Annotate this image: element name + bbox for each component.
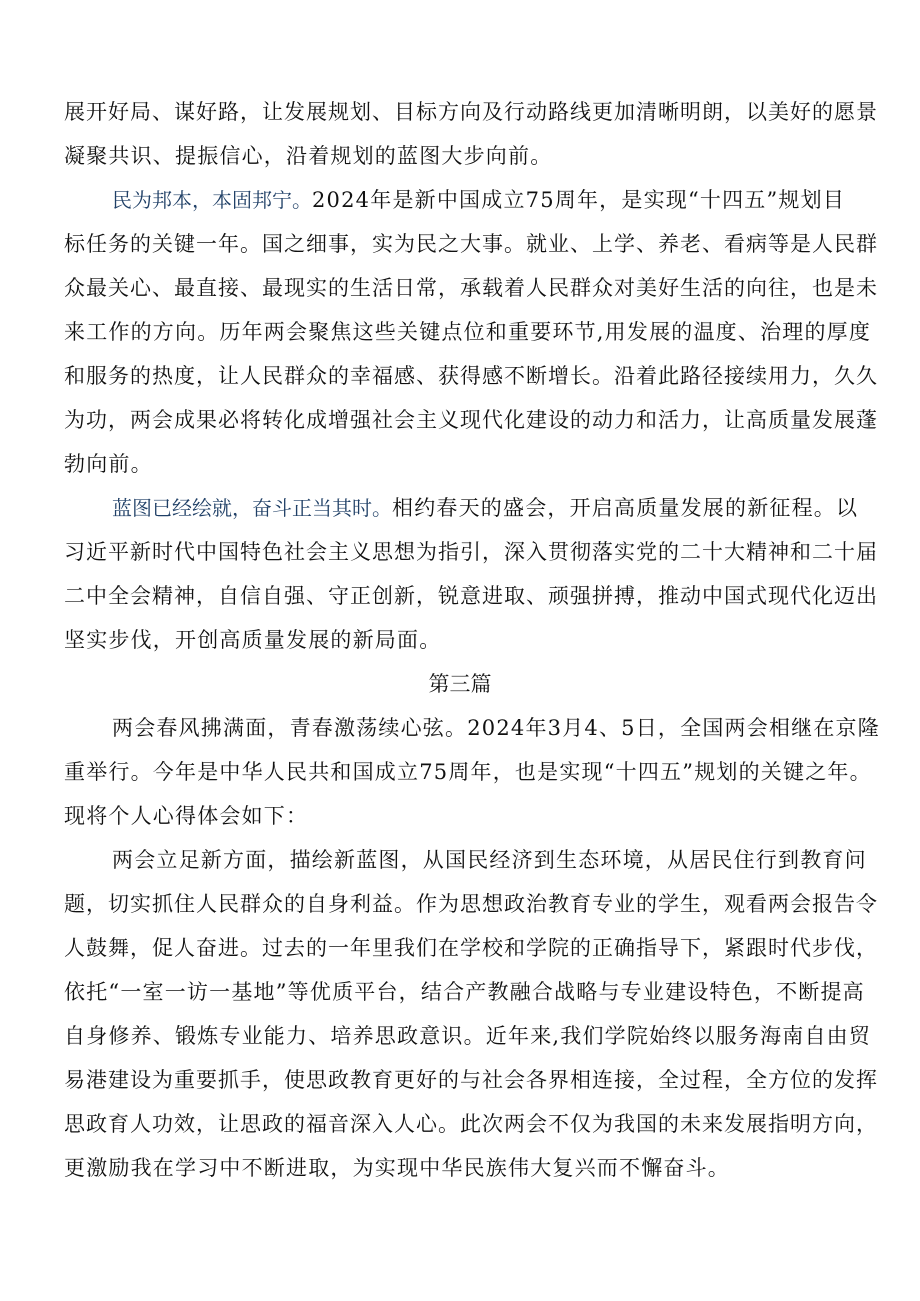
paragraph-line: 众最关心、最直接、最现实的生活日常，承载着人民群众对美好生活的向往，也是未	[64, 276, 878, 300]
paragraph-first-line: 两会春风拂满面，青春激荡续心弦。2024年3月4、5日，全国两会相继在京隆	[112, 716, 880, 740]
paragraph-line: 现将个人心得体会如下：	[64, 804, 309, 828]
paragraph-line: 依托“一室一访一基地”等优质平台，结合产教融合战略与专业建设特色，不断提高	[64, 980, 865, 1004]
paragraph-line: 思政育人功效，让思政的福音深入人心。此次两会不仅为我国的未来发展指明方向，	[64, 1112, 878, 1136]
paragraph-line: 展开好局、谋好路，让发展规划、目标方向及行动路线更加清晰明朗，以美好的愿景	[64, 100, 878, 124]
chapter-heading: 第三篇	[428, 672, 492, 696]
paragraph-line: 自身修养、锻炼专业能力、培养思政意识。近年来,我们学院始终以服务海南自由贸	[64, 1024, 872, 1048]
paragraph-line: 更激励我在学习中不断进取，为实现中华民族伟大复兴而不懈奋斗。	[64, 1156, 730, 1180]
paragraph-first-line: 两会立足新方面，描绘新蓝图，从国民经济到生态环境，从居民住行到教育问	[112, 848, 867, 872]
paragraph-line: 易港建设为重要抓手，使思政教育更好的与社会各界相连接，全过程，全方位的发挥	[64, 1068, 878, 1092]
paragraph-line: 人鼓舞，促人奋进。过去的一年里我们在学校和学院的正确指导下，紧跟时代步伐，	[64, 936, 878, 960]
paragraph-lead-heading: 蓝图已经绘就，奋斗正当其时。	[112, 496, 392, 520]
paragraph-line: 重举行。今年是中华人民共和国成立75周年，也是实现“十四五”规划的关键之年。	[64, 760, 872, 784]
paragraph-line: 题，切实抓住人民群众的自身利益。作为思想政治教育专业的学生，观看两会报告令	[64, 892, 878, 916]
paragraph-line: 二中全会精神，自信自强、守正创新，锐意进取、顽强拼搏，推动中国式现代化迈出	[64, 584, 878, 608]
paragraph-line: 凝聚共识、提振信心，沿着规划的蓝图大步向前。	[64, 144, 553, 168]
paragraph-line: 来工作的方向。历年两会聚焦这些关键点位和重要环节,用发展的温度、治理的厚度	[64, 320, 872, 344]
paragraph-line: 为功，两会成果必将转化成增强社会主义现代化建设的动力和活力，让高质量发展蓬	[64, 408, 878, 432]
paragraph-line: 习近平新时代中国特色社会主义思想为指引，深入贯彻落实党的二十大精神和二十届	[64, 540, 878, 564]
paragraph-first-line	[112, 185, 845, 215]
paragraph-line: 标任务的关键一年。国之细事，实为民之大事。就业、上学、养老、看病等是人民群	[64, 232, 878, 256]
paragraph-text: 相约春天的盛会，开启高质量发展的新征程。以	[392, 496, 859, 520]
paragraph-first-line	[112, 493, 858, 523]
paragraph-text: 2024年是新中国成立75周年，是实现“十四五”规划目	[312, 188, 846, 212]
paragraph-line: 和服务的热度，让人民群众的幸福感、获得感不断增长。沿着此路径接续用力，久久	[64, 364, 878, 388]
paragraph-line: 勃向前。	[64, 452, 153, 476]
paragraph-line: 坚实步伐，开创高质量发展的新局面。	[64, 628, 442, 652]
paragraph-lead-heading: 民为邦本，本固邦宁。	[112, 188, 312, 212]
